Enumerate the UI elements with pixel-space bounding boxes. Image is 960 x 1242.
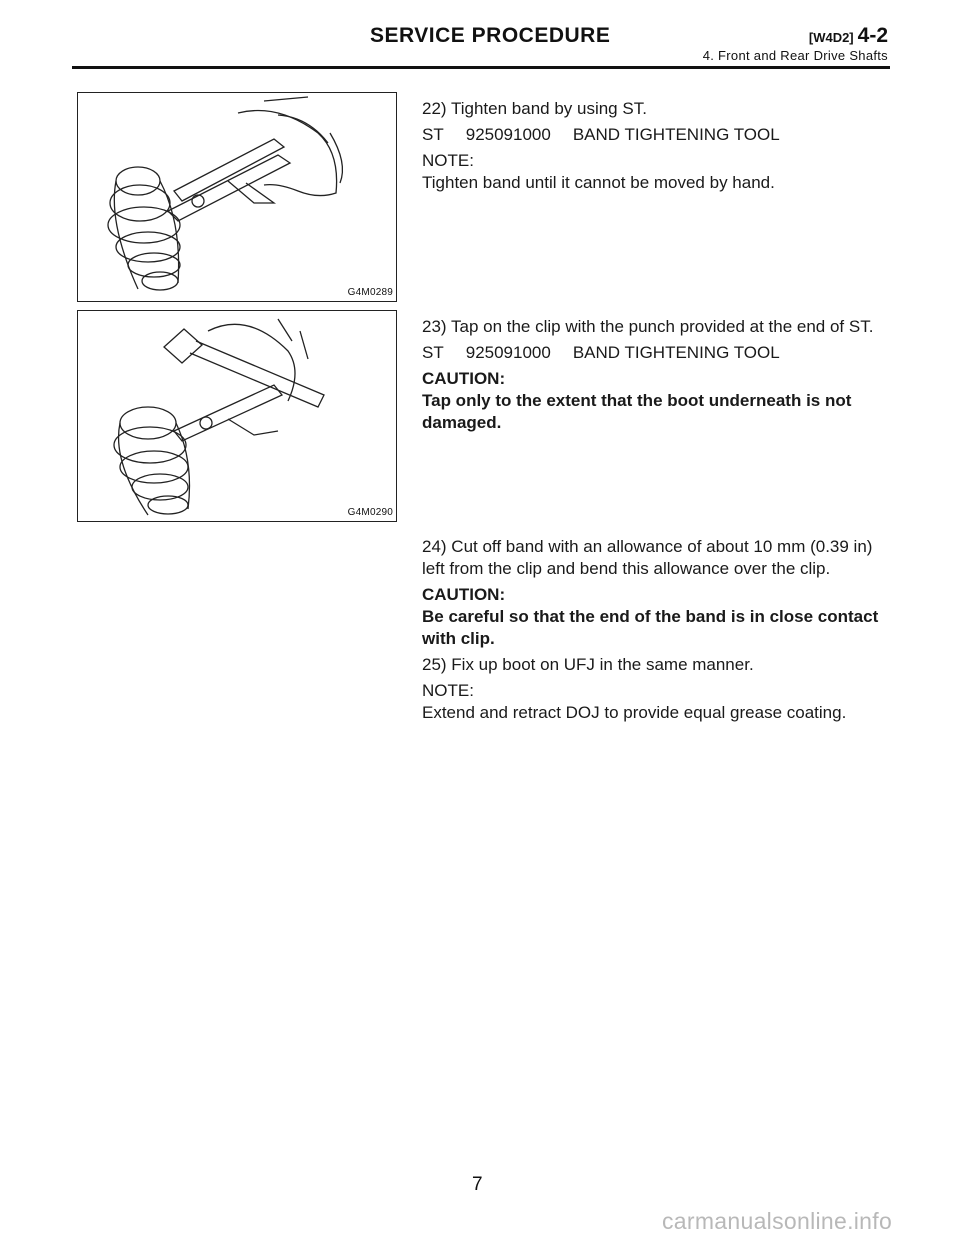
- figure-band-tightening: [77, 92, 397, 302]
- step-23-text: 23) Tap on the clip with the punch provided at the end of ST.: [422, 317, 874, 336]
- step-22: [422, 98, 892, 198]
- figure-id: G4M0289: [347, 287, 393, 298]
- step-24-text: 24) Cut off band with an allowance of about 10 mm (0.39 in) left from the clip and bend this allowance over the clip.: [422, 537, 873, 578]
- step-22-text: 22) Tighten band by using ST.: [422, 99, 647, 118]
- special-tool-line: [422, 342, 892, 364]
- note-text: Tighten band until it cannot be moved by hand.: [422, 173, 775, 192]
- header-divider: [72, 66, 890, 69]
- st-label: ST: [422, 125, 444, 144]
- clip-tapping-illustration: [78, 311, 396, 521]
- st-name: BAND TIGHTENING TOOL: [572, 125, 780, 144]
- band-tightening-illustration: [78, 93, 396, 301]
- step-24: [422, 536, 892, 728]
- page-number: 7: [472, 1174, 483, 1195]
- st-name: BAND TIGHTENING TOOL: [572, 343, 780, 362]
- caution-text: Tap only to the extent that the boot underneath is not damaged.: [422, 391, 852, 432]
- figure-id: G4M0290: [347, 507, 393, 518]
- section-code: [809, 24, 888, 48]
- caution-label: CAUTION:: [422, 369, 506, 388]
- page-title: SERVICE PROCEDURE: [370, 24, 611, 47]
- st-code: 925091000: [465, 125, 551, 144]
- note-label: NOTE:: [422, 681, 474, 700]
- special-tool-line: [422, 124, 892, 146]
- caution-label: CAUTION:: [422, 585, 506, 604]
- st-code: 925091000: [465, 343, 551, 362]
- figure-clip-tapping: [77, 310, 397, 522]
- note-label: NOTE:: [422, 151, 474, 170]
- note-text: Extend and retract DOJ to provide equal grease coating.: [422, 703, 847, 722]
- step-23: [422, 316, 892, 438]
- manual-code: [W4D2]: [808, 30, 854, 45]
- st-label: ST: [422, 343, 444, 362]
- step-25-text: 25) Fix up boot on UFJ in the same manner.: [422, 655, 754, 674]
- caution-text: Be careful so that the end of the band is in close contact with clip.: [422, 607, 879, 648]
- section-subtitle: 4. Front and Rear Drive Shafts: [702, 48, 888, 63]
- section-number: 4-2: [857, 24, 888, 47]
- watermark: carmanualsonline.info: [662, 1208, 893, 1234]
